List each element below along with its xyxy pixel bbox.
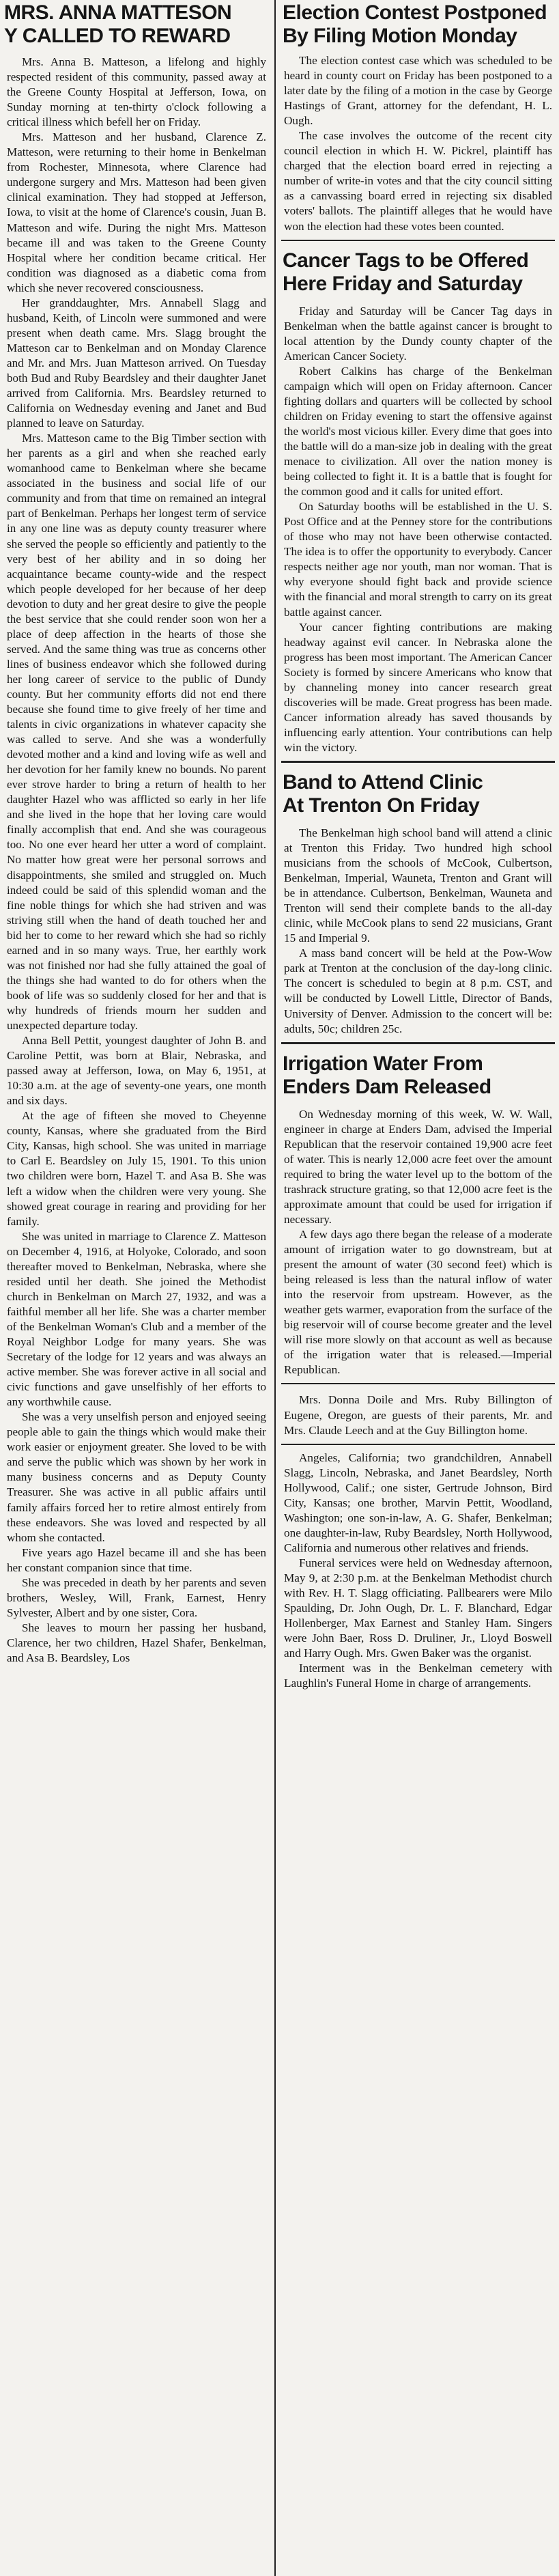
article-divider (281, 240, 555, 241)
cancer-paragraph: Friday and Saturday will be Cancer Tag days in Benkelman when the battle against cancer is brought to local attention by the Dundy county chapter of the American Cancer Society. (284, 304, 552, 363)
obituary-continued-paragraph: Angeles, California; two grandchildren, Annabell Slagg, Lincoln, Nebraska, and Janet Beardsley, North Hollywood, Calif.; one sister, Gertrude Johnson, Bird City, Kansas; one brother, Marvin Pettit, Woodland, Washington; one son-in-law, A. G. Shafer, Benkelman; one daughter-in-law, Ruby Beardsley, North Hollywood, California and numerous other relatives and friends. (284, 1451, 552, 1554)
obituary-paragraph: Her granddaughter, Mrs. Annabell Slagg and husband, Keith, of Lincoln were summoned and were present when death came. Mrs. Slagg brought the Matteson car to Benkelman and on Monday Clarence and Mr. and Mrs. Juan Matteson arrived. On Tuesday both Bud and Ruby Beardsley and their daughter Janet arrived from California. Mrs. Beardsley returned to California on Wednesday evening and Janet and Bud planned to leave on Saturday. (7, 296, 266, 430)
obituary-paragraph: Anna Bell Pettit, youngest daughter of John B. and Caroline Pettit, was born at Blair, Nebraska, and passed away at Jefferson, Iowa, on May 6, 1951, at 10:30 a.m. at the age of seventy-one years, one month and six days. (7, 1034, 266, 1108)
obituary-headline (4, 1, 268, 48)
obituary-paragraph: She was preceded in death by her parents and seven brothers, Wesley, Will, Frank, Earnest, Henry Sylvester, Albert and by one sister, Cora. (7, 1576, 266, 1619)
column-rule (274, 0, 276, 2576)
obituary-continued-paragraph: Funeral services were held on Wednesday afternoon, May 9, at 2:30 p.m. at the Benkelman Methodist church with Rev. H. T. Slagg officiating. Pallbearers were Milo Spaulding, Dr. John Ough, Dr. L. F. Blanchard, Edgar Hollenberger, Max Earnest and Stanley Ham. Singers were John Baer, Ross D. Druliner, Jr., Lloyd Boswell and Harry Ough. Mrs. Gwen Baker was the organist. (284, 1556, 552, 1660)
right-column (277, 0, 559, 2576)
election-paragraph: The case involves the outcome of the recent city council election in which H. W. Pickrel, plaintiff has charged that the election board erred in rejecting a number of write-in votes and that the city council sitting as a canvassing board erred in rejecting six disabled voters' ballots. The plaintiff alleges that he would have won the election had these votes been counted. (284, 129, 552, 233)
band-headline-line1: Band to Attend Clinic (283, 770, 483, 794)
local-news-paragraph: Mrs. Donna Doile and Mrs. Ruby Billington of Eugene, Oregon, are guests of their parents, Mr. and Mrs. Claude Leech and at the Guy Billington home. (284, 1393, 552, 1437)
election-body (277, 53, 559, 234)
cancer-headline-line2: Here Friday and Saturday (283, 272, 523, 295)
cancer-paragraph: Robert Calkins has charge of the Benkelman campaign which will open on Friday afternoon. Cancer fighting dollars and quarters will be collected by school children on Friday evening to start the offensive against the world's most vicious killer. Every dime that goes into the battle will do a man-size job in dealing with the great menace to civilization. All over the nation money is being collected to fight it. It is a battle that is fought for the common good and it calls for united effort. (284, 364, 552, 499)
election-paragraph: The election contest case which was scheduled to be heard in county court on Friday has been postponed to a later date by the filing of a motion in the case by George Hastings of Grant, attorney for the defendant, H. L. Ough. (284, 54, 552, 128)
article-divider (281, 1042, 555, 1044)
obituary-body (0, 55, 273, 1666)
band-paragraph: A mass band concert will be held at the Pow-Wow park at Trenton at the conclusion of the day-long clinic. The concert is scheduled to begin at 8 p.m. CST, and will be conducted by Lowell Little, Director of Bands, University of Denver. Admission to the concert will be: adults, 50c; children 25c. (284, 947, 552, 1035)
band-headline (283, 771, 554, 817)
cancer-paragraph: Your cancer fighting contributions are making headway against evil cancer. In Nebraska alone the progress has been most important. The American Cancer Society is formed by sincere Americans who know that by channeling money into cancer research great discoveries will be made. Great progress has been made. Cancer information already has saved thousands by influencing early attention. Your contributions can help win the victory. (284, 620, 552, 754)
cancer-body (277, 304, 559, 755)
irrigation-headline (283, 1052, 554, 1099)
band-headline-line2: At Trenton On Friday (283, 794, 480, 817)
election-headline-line2: By Filing Motion Monday (283, 25, 517, 47)
article-divider (281, 1444, 555, 1445)
band-body (277, 826, 559, 1037)
election-headline-line1: Election Contest Postponed (283, 1, 547, 24)
election-headline (283, 1, 554, 48)
obituary-paragraph: At the age of fifteen she moved to Cheyenne county, Kansas, where she graduated from the Bird City, Kansas, high school. She was united in marriage to Carl E. Beardsley on July 15, 1901. To this union two children were born, Hazel T. and Asa B. She was left a widow when the children were very young. She showed great courage in rearing and providing for her family. (7, 1109, 266, 1228)
irrigation-headline-line2: Enders Dam Released (283, 1075, 491, 1098)
cancer-headline-line1: Cancer Tags to be Offered (283, 249, 529, 272)
obituary-paragraph: Mrs. Matteson came to the Big Timber section with her parents as a girl and when she reached early womanhood came to Benkelman where she became associated in the business and social life of our community and from that time on remained an integral part of Benkelman. Perhaps her longest term of service in any one line was as deputy county treasurer where she served the people so efficiently and patiently to the very best of her ability and in so doing her acquaintance became county-wide and the respect which people developed for her because of her deep devotion to duty and her great desire to give the people the best service that she could render soon won her a place of deep affection in the hearts of those she served. And the same thing was true as concerns other lines of business endeavor which she followed during her long career of service to the public of Dundy county. But her community efforts did not end there because she found time to give freely of her time and talents in civic organizations in whatever capacity she was called to serve. And she was a wonderfully devoted mother and a kind and loving wife as well and her devotion for her family knew no bounds. No parent ever strove harder to bring a return of health to her daughter Hazel who was afflicted so early in her life and she lived in the hope that her loving care would finally accomplish that end. And she was courageous too. No one ever heard her utter a word of complaint. No matter how great were her personal sorrows and disappointments, she smiled and struggled on. Much indeed could be said of this splendid woman and the fine noble things for which she had striven and was striving still when the hand of death touched her and bid her to come to her reward which she had so richly earned and in so many ways. True, her earthly work was not finished nor had she fully attained the goal of the things she had wanted to do for others when the book of life was so suddenly closed for her and that is why hundreds of friends mourn her sudden and unexpected departure today. (7, 432, 266, 1032)
left-column (0, 0, 273, 2576)
cancer-paragraph: On Saturday booths will be established in the U. S. Post Office and at the Penney store for the contributions of those who may not have been otherwise contacted. The idea is to offer the opportunity to everybody. Cancer respects neither age nor youth, man nor woman. That is why everyone should fight back and provide science with the financial and moral strength to carry on its great battle against cancer. (284, 500, 552, 619)
obituary-paragraph: She was a very unselfish person and enjoyed seeing people able to gain the things which would make their work easier or enjoyment greater. She loved to be with and serve the public which was shown by her work in many business concerns and as Deputy County Treasurer. She was active in all public affairs until family affairs forced her to retire almost entirely from these endeavors. She was loved and respected by all whom she contacted. (7, 1410, 266, 1544)
cancer-headline (283, 249, 554, 296)
irrigation-body (277, 1107, 559, 1378)
obituary-headline-line1: MRS. ANNA MATTESON (4, 1, 232, 24)
irrigation-headline-line1: Irrigation Water From (283, 1052, 483, 1075)
irrigation-paragraph: On Wednesday morning of this week, W. W. Wall, engineer in charge at Enders Dam, advised the Imperial Republican that the reservoir contained 19,900 acre feet of water. This is nearly 12,000 acre feet over the amount required to bring the water level up to the bottom of the trashrack structure grating, so that 12,000 acre feet is the approximate amount that could be used for irrigation if necessary. (284, 1107, 552, 1226)
obituary-continued-body (277, 1392, 559, 1691)
obituary-paragraph: She was united in marriage to Clarence Z. Matteson on December 4, 1916, at Holyoke, Colorado, and soon thereafter moved to Benkelman, Nebraska, where she resided until her death. She joined the Methodist church in Benkelman on March 27, 1932, and was a faithful member all her life. She was a charter member of the Benkelman Woman's Club and a member of the Royal Neighbor Lodge for many years. She was Secretary of the lodge for 12 years and was always an active member. She was forever active in all social and civic functions and gave unselfishly of her efforts to any worthwhile cause. (7, 1229, 266, 1409)
obituary-headline-line2: Y CALLED TO REWARD (4, 25, 231, 47)
article-divider (281, 761, 555, 763)
irrigation-paragraph: A few days ago there began the release of a moderate amount of irrigation water to go downstream, but at present the amount of water (30 second feet) which is being released is less than the natural inflow of water into the reservoir from upstream. However, as the weather gets warmer, evaporation from the surface of the big reservoir will of course become greater and the level will rise more slowly on that account as well as because of the irrigation water that is released.—Imperial Republican. (284, 1228, 553, 1377)
obituary-continued-paragraph: Interment was in the Benkelman cemetery with Laughlin's Funeral Home in charge of arrangements. (284, 1662, 552, 1690)
obituary-paragraph: Mrs. Anna B. Matteson, a lifelong and highly respected resident of this community, passed away at the Greene County Hospital at Jefferson, Iowa, on Sunday morning at ten-thirty o'clock following a critical illness which befell her on Friday. (7, 55, 266, 129)
obituary-paragraph: She leaves to mourn her passing her husband, Clarence, her two children, Hazel Shafer, Benkelman, and Asa B. Beardsley, Los (7, 1621, 266, 1664)
obituary-paragraph: Mrs. Matteson and her husband, Clarence Z. Matteson, were returning to their home in Benkelman from Rochester, Minnesota, where Clarence had undergone surgery and Mrs. Matteson had been given clinical examination. They had stopped at Jefferson, Iowa, to visit at the home of Clarence's cousin, Juan B. Matteson and wife. During the night Mrs. Matteson became ill and was taken to the Greene County Hospital where her condition became critical. Her condition was diagnosed as a diabetic coma from which she never recovered consciousness. (7, 130, 266, 294)
obituary-paragraph: Five years ago Hazel became ill and she has been her constant companion since that time. (7, 1545, 266, 1574)
band-paragraph: The Benkelman high school band will attend a clinic at Trenton this Friday. Two hundred high school musicians from the schools of McCook, Culbertson, Benkelman, Imperial, Wauneta, Trenton and Grant will be in attendance. Culbertson, Benkelman, Wauneta and Trenton will send their complete bands to the all-day clinic, while McCook plans to send 22 musicians, Grant 15 and Imperial 9. (284, 826, 552, 945)
article-divider (281, 1383, 555, 1384)
